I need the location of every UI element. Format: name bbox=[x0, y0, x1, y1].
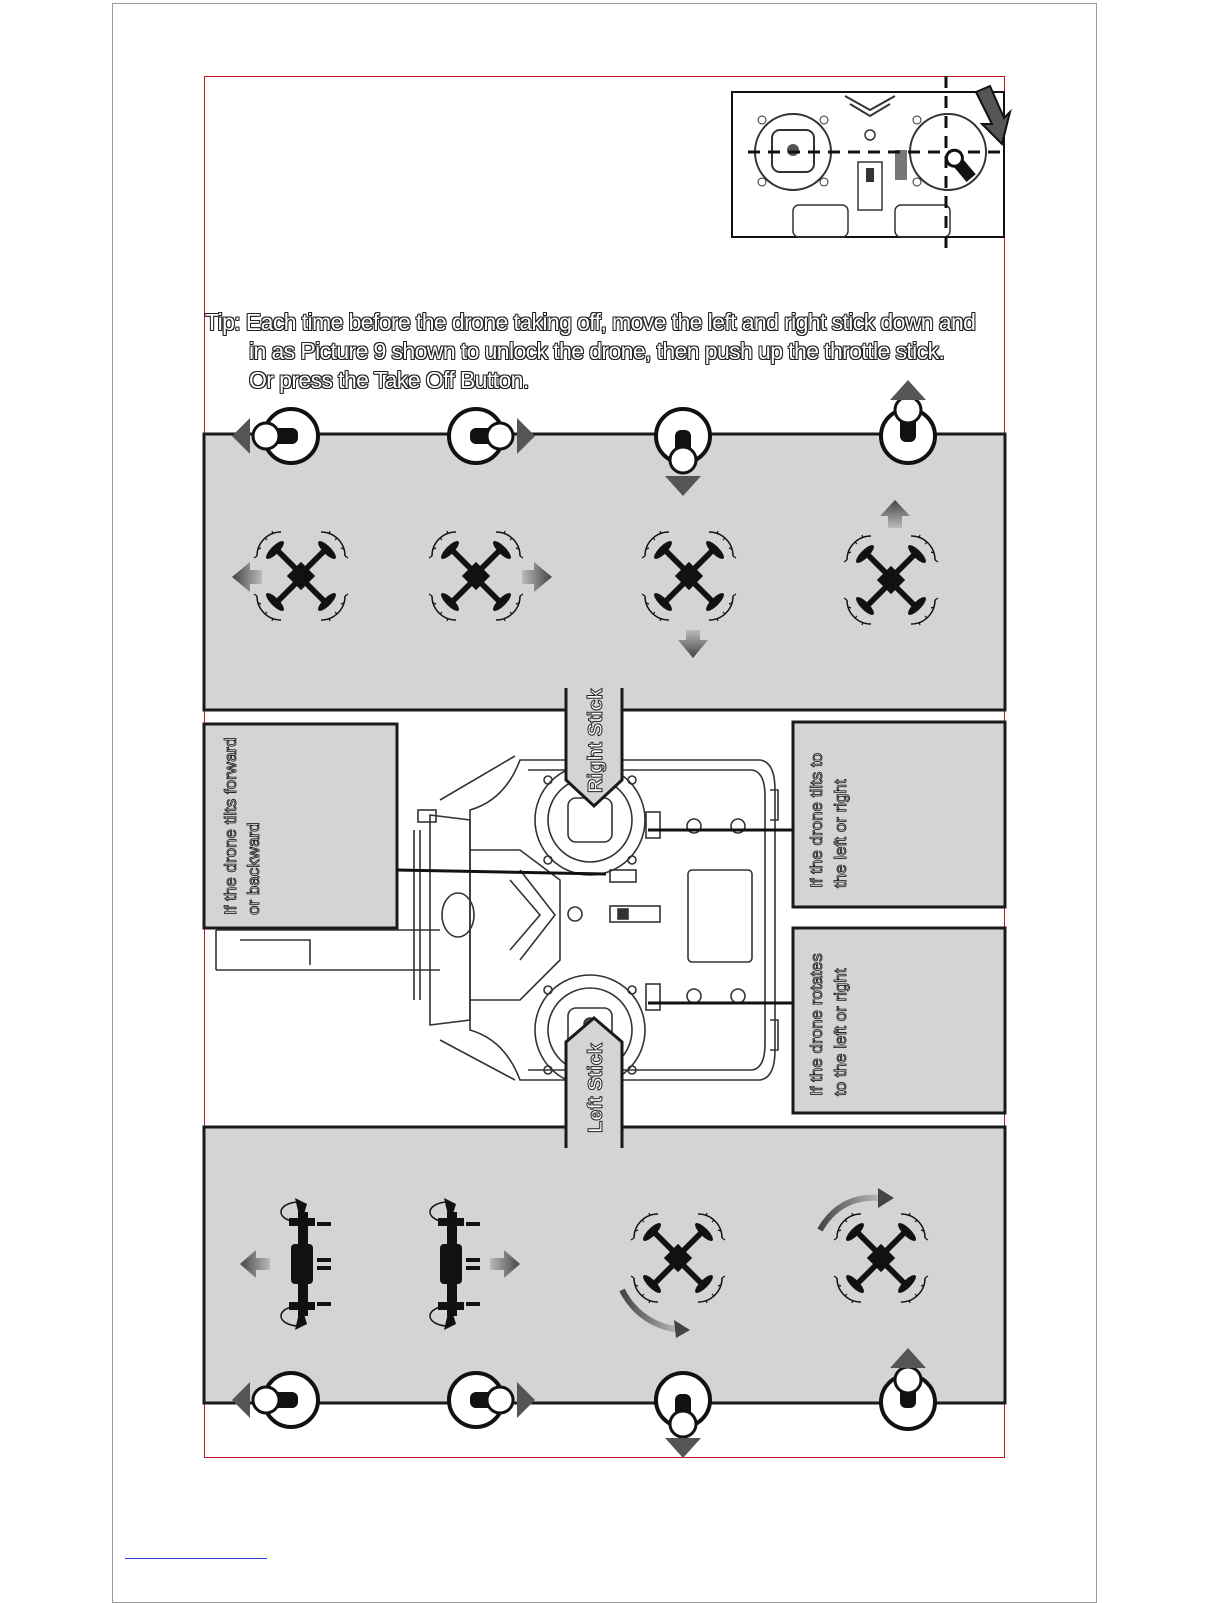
note-tilt-left-line-2: the left or right bbox=[831, 779, 850, 888]
note-tilt-left-right bbox=[648, 722, 1005, 907]
note-tilt-left-line-1: If the drone tilts to bbox=[807, 752, 826, 888]
left-stick-tab bbox=[566, 1018, 622, 1148]
tip-line-1: Each time before the drone taking off, move the left and right stick down and bbox=[245, 309, 976, 335]
tip-line-2: in as Picture 9 shown to unlock the drone, then push up the throttle stick. bbox=[249, 338, 945, 364]
note-tilt-forward bbox=[204, 724, 606, 928]
stick-icon-move-up-top bbox=[881, 380, 935, 463]
right-stick-label: Right Stick bbox=[585, 688, 607, 793]
stick-icon-move-down-bottom bbox=[656, 1373, 710, 1458]
note-tilt-forward-line-1: If the drone tilts forward bbox=[221, 737, 240, 915]
right-stick-tab bbox=[566, 688, 622, 806]
left-stick-label-text: Left Stick bbox=[585, 1042, 607, 1133]
note-rotate-line-2: to the left or right bbox=[831, 968, 850, 1096]
tip-label: Tip: bbox=[205, 309, 241, 335]
note-rotate bbox=[648, 928, 1005, 1113]
tip-line-3: Or press the Take Off Button. bbox=[249, 367, 529, 393]
inset-remote-picture bbox=[732, 76, 1010, 250]
left-stick-label bbox=[585, 1042, 607, 1133]
note-tilt-forward-line-2: or backward bbox=[244, 822, 263, 915]
note-rotate-line-1: If the drone rotates bbox=[807, 953, 826, 1096]
